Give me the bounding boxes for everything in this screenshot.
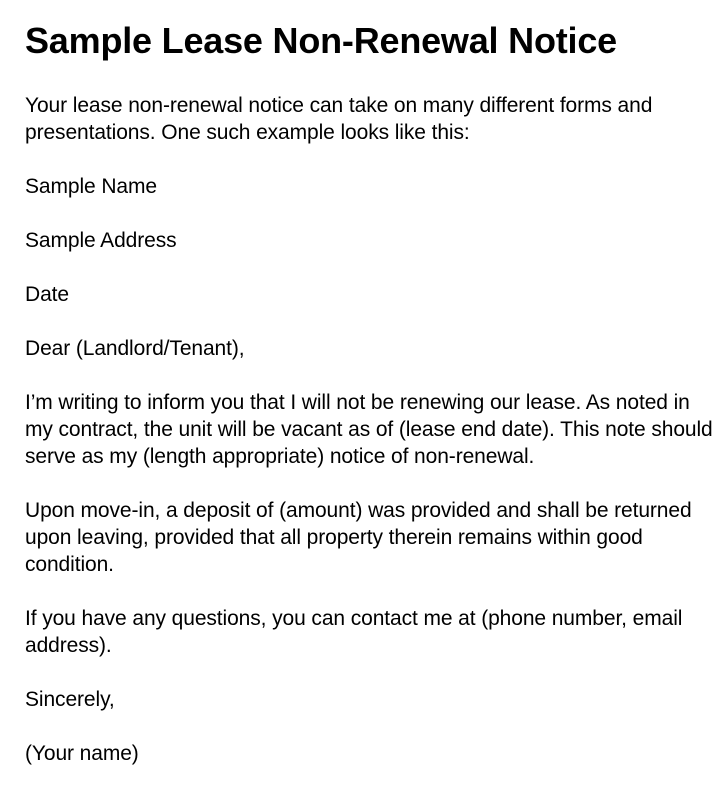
salutation: Dear (Landlord/Tenant),: [25, 337, 245, 360]
document-page: [25, 20, 715, 794]
closing: Sincerely,: [25, 688, 115, 711]
intro-paragraph: Your lease non-renewal notice can take on many different forms and presentations. One such example looks like this:: [25, 94, 653, 144]
body-paragraph-deposit: Upon move-in, a deposit of (amount) was provided and shall be returned upon leaving, provided that all property therein remains within good condition.: [25, 499, 692, 576]
document-title: Sample Lease Non-Renewal Notice: [25, 20, 617, 61]
sender-name: Sample Name: [25, 175, 157, 198]
body-paragraph-notice: I’m writing to inform you that I will not be renewing our lease. As noted in my contract, the unit will be vacant as of (lease end date). This note should serve as my (length appropriate) notice of non-renewal.: [25, 391, 713, 468]
sender-address: Sample Address: [25, 229, 177, 252]
signature: (Your name): [25, 742, 139, 765]
body-paragraph-contact: If you have any questions, you can contact me at (phone number, email address).: [25, 607, 683, 657]
letter-date: Date: [25, 283, 69, 306]
